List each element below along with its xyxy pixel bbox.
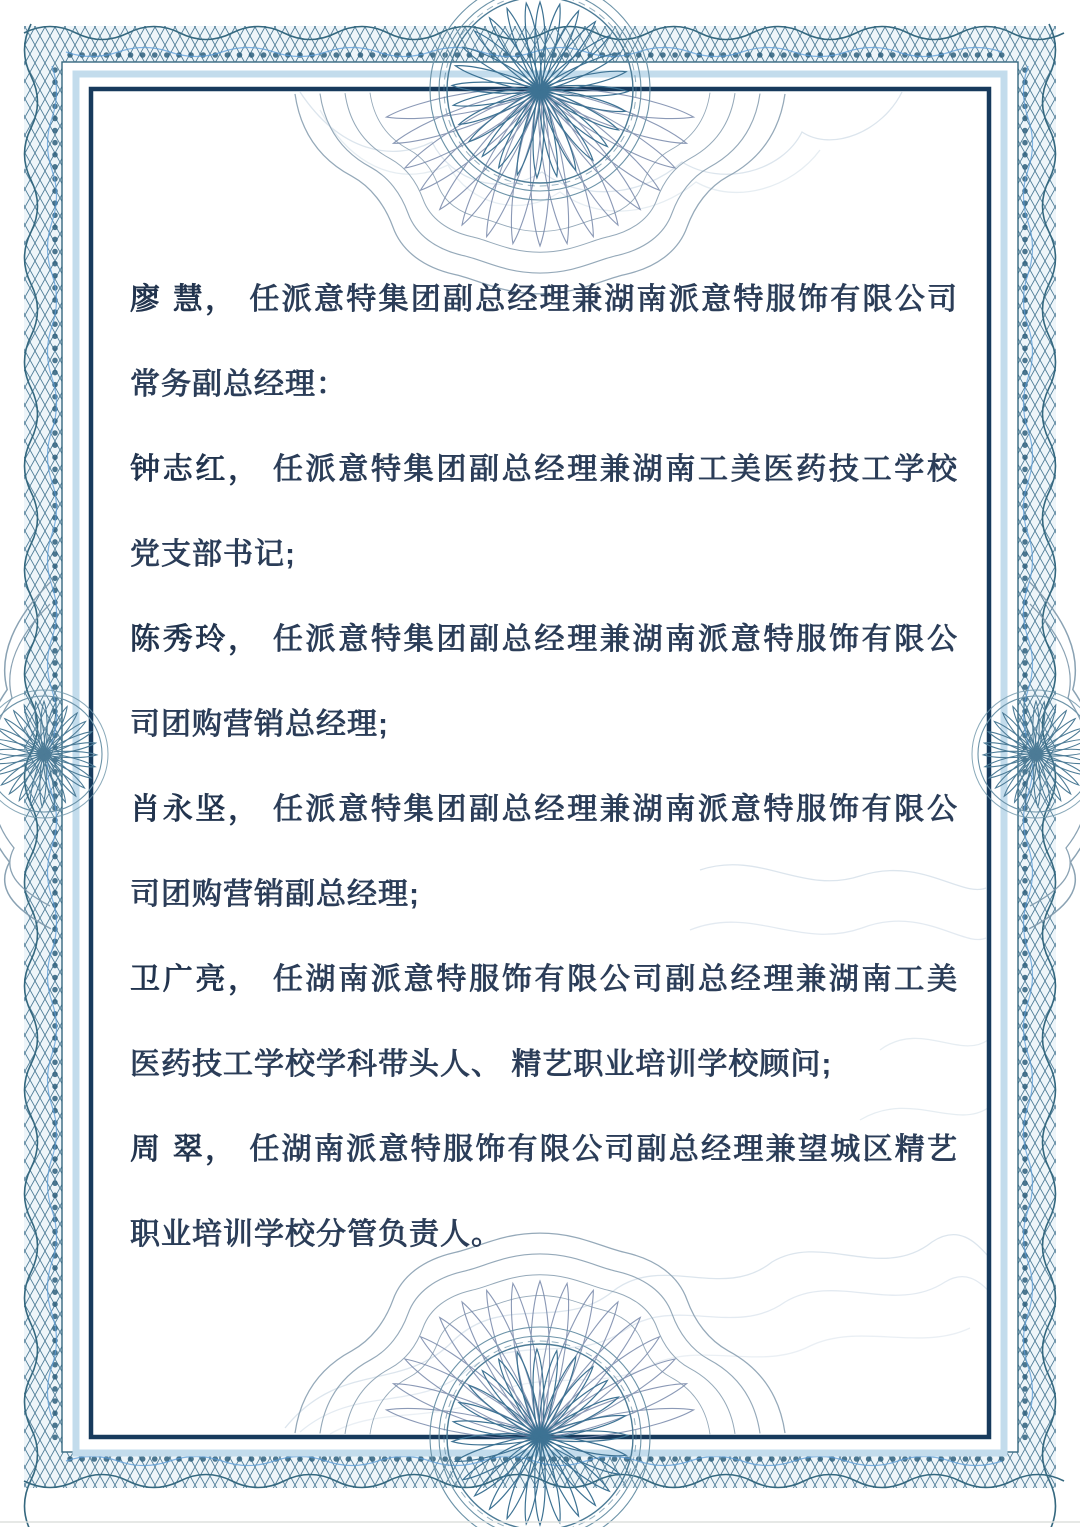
appointee-name: 周 翠， <box>130 1133 238 1166</box>
appointment-line: 党支部书记; <box>130 538 296 571</box>
appointment-line: 司团购营销总经理; <box>130 708 389 741</box>
appointment-paragraph <box>130 597 958 767</box>
appointment-line: 医药技工学校学科带头人、 精艺职业培训学校顾问; <box>130 1048 833 1081</box>
appointment-paragraph <box>130 767 958 937</box>
appointment-line <box>130 1107 958 1192</box>
appointment-title-text: 任派意特集团副总经理兼湖南派意特服饰有限公 <box>272 623 959 656</box>
appointment-paragraph <box>130 937 958 1107</box>
appointment-paragraph <box>130 1107 958 1277</box>
appointment-line <box>130 427 958 512</box>
appointee-name: 钟志红， <box>130 453 261 486</box>
appointment-line: 常务副总经理： <box>130 368 347 401</box>
page-edge-shadow <box>0 1521 1080 1523</box>
appointment-line <box>130 767 958 852</box>
appointment-line <box>130 597 958 682</box>
appointee-name: 陈秀玲， <box>130 623 261 656</box>
appointment-paragraph <box>130 257 958 427</box>
appointment-line <box>130 937 958 1022</box>
appointee-name: 廖 慧， <box>130 283 238 316</box>
appointee-name: 肖永坚， <box>130 793 261 826</box>
appointment-text <box>130 257 958 1277</box>
appointment-title-text: 任派意特集团副总经理兼湖南派意特服饰有限公 <box>272 793 959 826</box>
appointee-name: 卫广亮， <box>130 963 261 996</box>
appointment-title-text: 任湖南派意特服饰有限公司副总经理兼望城区精艺 <box>249 1133 958 1166</box>
appointment-paragraph <box>130 427 958 597</box>
appointment-title-text: 任湖南派意特服饰有限公司副总经理兼湖南工美 <box>272 963 959 996</box>
appointment-line: 司团购营销副总经理; <box>130 878 420 911</box>
appointment-line: 职业培训学校分管负责人。 <box>130 1218 502 1251</box>
appointment-title-text: 任派意特集团副总经理兼湖南工美医药技工学校 <box>272 453 959 486</box>
appointment-title-text: 任派意特集团副总经理兼湖南派意特服饰有限公司 <box>249 283 958 316</box>
appointment-line <box>130 257 958 342</box>
